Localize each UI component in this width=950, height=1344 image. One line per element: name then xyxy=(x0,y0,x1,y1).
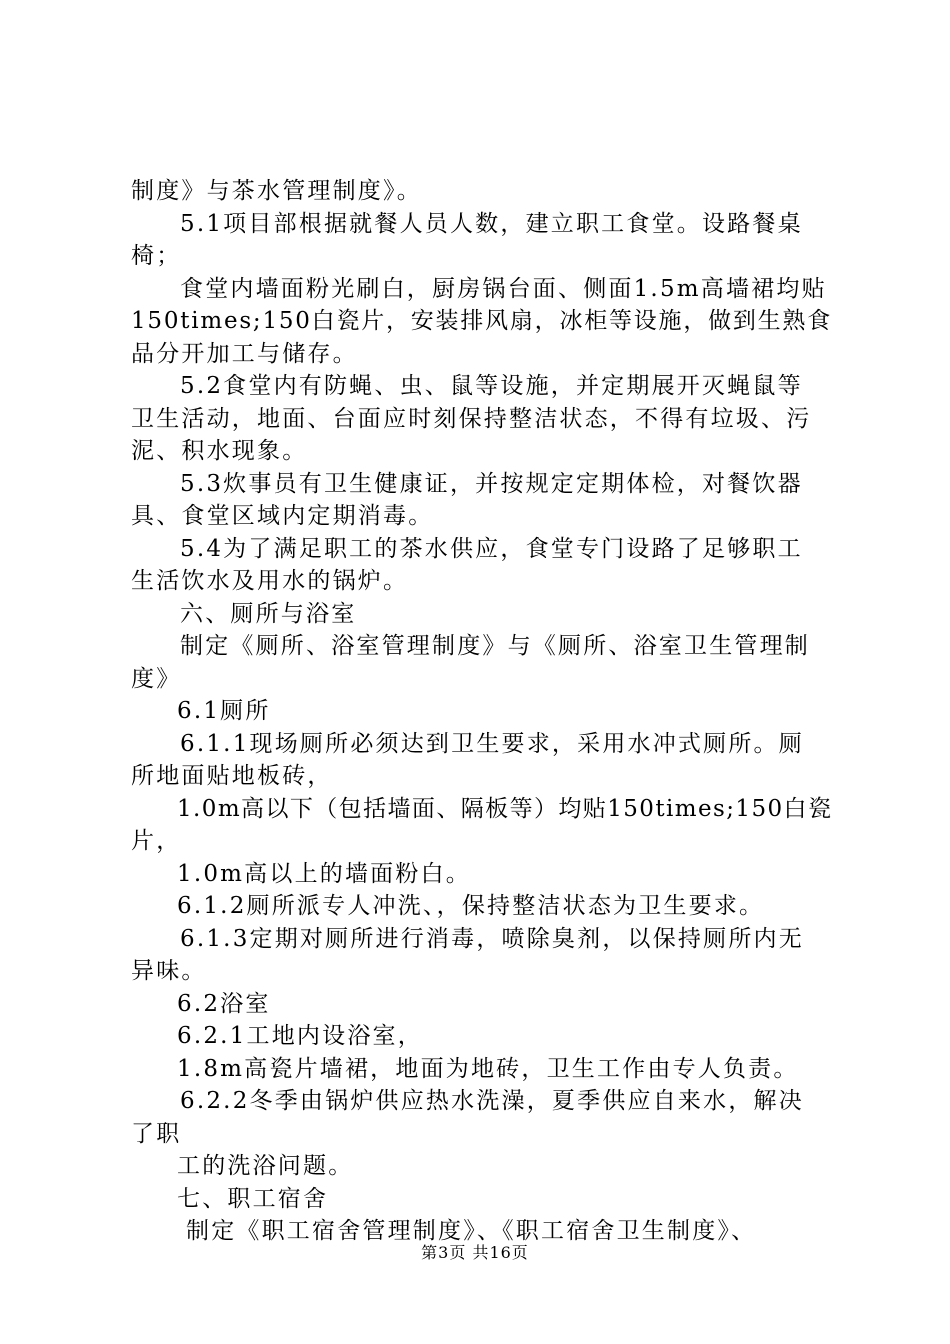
text-line: 食堂内墙面粉光刷白，厨房锅台面、侧面1.5m高墙裙均贴 xyxy=(180,276,827,302)
text-line: 片， xyxy=(131,828,182,854)
section-heading: 七、职工宿舍 xyxy=(177,1186,329,1212)
subsection-heading: 6.1厕所 xyxy=(177,698,271,724)
text-line: 品分开加工与储存。 xyxy=(131,341,358,367)
text-line: 所地面贴地板砖， xyxy=(131,763,333,789)
text-line: 异味。 xyxy=(131,958,207,984)
text-line: 6.2.2冬季由锅炉供应热水洗澡，夏季供应自来水，解决 xyxy=(180,1088,804,1114)
text-line: 卫生活动，地面、台面应时刻保持整洁状态，不得有垃圾、污 xyxy=(131,406,812,432)
text-line: 5.3炊事员有卫生健康证，并按规定定期体检，对餐饮器 xyxy=(180,471,803,497)
text-line: 150times;150白瓷片，安装排风扇，冰柜等设施，做到生熟食 xyxy=(131,308,832,334)
subsection-heading: 6.2浴室 xyxy=(177,991,271,1017)
text-line: 椅； xyxy=(131,243,182,269)
text-line: 6.1.3定期对厕所进行消毒，喷除臭剂，以保持厕所内无 xyxy=(180,926,804,952)
text-line: 制定《厕所、浴室管理制度》与《厕所、浴室卫生管理制 xyxy=(180,633,810,659)
section-heading: 六、厕所与浴室 xyxy=(180,601,357,627)
text-line: 生活饮水及用水的锅炉。 xyxy=(131,568,409,594)
text-line: 6.1.2厕所派专人冲洗、，保持整洁状态为卫生要求。 xyxy=(177,893,765,919)
text-line: 5.2食堂内有防蝇、虫、鼠等设施，并定期展开灭蝇鼠等 xyxy=(180,373,803,399)
text-line: 具、食堂区域内定期消毒。 xyxy=(131,503,434,529)
text-line: 工的洗浴问题。 xyxy=(177,1153,354,1179)
text-line: 制定《职工宿舍管理制度》、《职工宿舍卫生制度》、 xyxy=(186,1218,757,1244)
text-line: 5.1项目部根据就餐人员人数，建立职工食堂。设路餐桌 xyxy=(180,211,803,237)
text-line: 6.1.1现场厕所必须达到卫生要求，采用水冲式厕所。厕 xyxy=(180,731,804,757)
page-number: 第3页 共16页 xyxy=(421,1243,529,1262)
text-line: 度》 xyxy=(131,666,182,692)
text-line: 5.4为了满足职工的茶水供应，食堂专门设路了足够职工 xyxy=(180,536,803,562)
text-line: 1.0m高以下（包括墙面、隔板等）均贴150times;150白瓷 xyxy=(177,796,833,822)
text-line: 1.8m高瓷片墙裙，地面为地砖，卫生工作由专人负责。 xyxy=(177,1056,799,1082)
text-line: 1.0m高以上的墙面粉白。 xyxy=(177,861,471,887)
text-line: 6.2.1工地内设浴室， xyxy=(177,1023,423,1049)
text-line: 了职 xyxy=(131,1121,182,1147)
text-line: 制度》与茶水管理制度》。 xyxy=(131,178,422,204)
text-line: 泥、积水现象。 xyxy=(131,438,308,464)
